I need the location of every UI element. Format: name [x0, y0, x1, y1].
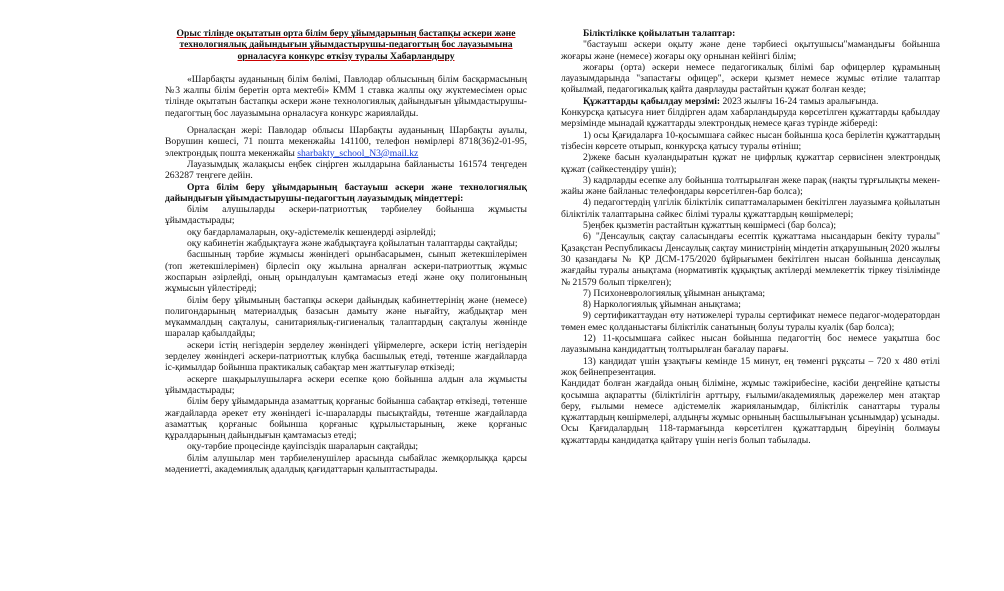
duties-heading: Орта білім беру ұйымдарының бастауыш әскери және технологиялық дайындығын ұйымдастырушы-педагогтың лауазымдық міндеттері: [165, 181, 527, 204]
duty-item: білім беру ұйымының бастапқы әскери дайындық кабинеттерінің және (немесе) полигондарының материалдық базасын дамыту және нығайту, жабдықтар мен мүкаммалдың сақталуы, санитариялық-гигиеналық талаптардың сақталуы жөнінде шаралар қабылдайды; [165, 294, 527, 340]
qualification-heading: Біліктілікке қойылатын талаптар: [583, 28, 736, 39]
document-item: 6) "Денсаулық сақтау саласындағы есептік құжаттама нысандарын бекіту туралы" Қазақстан Республикасы Денсаулық сақтау министрінің міндетін атқарушының 2020 жылғы 30 қазандағы № ҚР ДСМ-175/2020 бұйрығымен бекітілген нысан бойынша денсаулық жағдайы туралы анықтама (нормативтік құқықтық актілерді мемлекеттік тіркеу тізілімінде № 21579 болып тіркелген); [561, 231, 940, 288]
document-item: 9) сертификаттаудан өту нәтижелері туралы сертификат немесе педагог-модератордан төмен емес қолданыстағы біліктілік санатының болуы туралы куәлік (бар болса); [561, 310, 940, 333]
duty-item: оқу бағдарламаларын, оқу-әдістемелік кешендерді әзірлейді; [187, 226, 436, 238]
intro-paragraph: «Шарбақты ауданының білім бөлімі, Павлодар облысының білім басқармасының №3 жалпы білім беретін орта мектебі» КММ 1 ставка жалпы оқу жүктемесімен орыс тілінде оқытатын бастапқы әскери және технологиялық дайындығын ұйымдастырушы-педагогтың бос лауазымына орналасуға конкурс жариялайды. [165, 73, 527, 119]
qualification-item: "бастауыш әскери оқыту және дене тәрбиесі оқытушысы"мамандығы бойынша жоғары және (немесе) жоғары оқу орнынан кейінгі білім; [561, 39, 940, 62]
document-item: 4) педагогтердің үлгілік біліктілік сипаттамаларымен бекітілген лауазымға қойылатын біліктілік талаптарына сәйкес білімі туралы құжаттардың көшірмелері; [561, 197, 940, 220]
additional-info-paragraph: Кандидат болған жағдайда оның біліміне, жұмыс тәжірибесіне, кәсіби деңгейіне қатысты қосымша ақпаратты (біліктілігін арттыру, ғылыми/академиялық дәрежелер мен атақтар беру, ғылыми немесе әдістемелік жарияланымдар, біліктілік санаттары туралы құжаттардың көшірмелері, алдыңғы жұмыс орнының басшылығынан ұсынымдар) ұсынады. [561, 378, 940, 424]
document-item: 2)жеке басын куәландыратын құжат не цифрлық құжаттар сервисінен электрондық құжат (сәйкестендіру үшін); [561, 152, 940, 175]
duty-item: білім беру ұйымдарында азаматтық қорғаныс бойынша сабақтар өткізеді, төтенше жағдайларда әрекет ету жөніндегі іс-шараларды пысықтайды, төтенше жағдайларда азаматтық қорғаныс бойынша қорғаныс құрылыстарының, жеке қорғаныс құралдарының дайындығын қамтамасыз етеді; [165, 396, 527, 442]
final-paragraph: Осы Қағидалардың 118-тармағында көрсетілген құжаттардың біреуінің болмауы құжаттарды кандидатқа қайтару үшін негіз болып табылады. [561, 423, 940, 446]
document-item: 8) Наркологиялық ұйымнан анықтама; [583, 299, 741, 311]
qualification-item: жоғары (орта) әскери немесе педагогикалық білімі бар офицерлер құрамының лауазымдарында "запастағы офицер", әскери қызмет немесе жұмыс өтілие талаптар қойылмай, педагогикалық қайта даярлауды растайтын құжат болған кезде; [561, 61, 940, 96]
documents-deadline-dates: 2023 жылғы 16-24 тамыз аралығында. [722, 95, 879, 107]
left-column [165, 28, 527, 475]
duty-item: білім алушылар мен тәрбиеленушілер арасында сыбайлас жемқорлыққа қарсы мәдениетті, академиялық адалдық қағидаттарын қалыптастырады. [165, 452, 527, 475]
documents-deadline-label: Құжаттарды қабылдау мерзімі: [583, 95, 721, 107]
duty-item: басшының тәрбие жұмысы жөніндегі орынбасарымен, сынып жетекшілерімен (топ жетекшілерімен) бірлесіп оқу жылына арналған әскери-патриоттық жұмыс жоспарын әзірлейді, оның орындалуын қамтамасыз етеді және оқу полигонының жұмысын үйлестіреді; [165, 249, 527, 295]
document-item: 1) осы Қағидаларға 10-қосымшаға сәйкес нысан бойынша қоса берілетін құжаттардың тізбесін көрсете отырып, конкурсқа қатысу туралы өтініш; [561, 129, 940, 152]
duty-item: білім алушыларды әскери-патриоттық тәрбиелеу бойынша жұмысты ұйымдастырады; [165, 204, 527, 227]
document-item: 12) 11-қосымшаға сәйкес нысан бойынша педагогтің бос немесе уақытша бос лауазымына кандидаттың толтырылған бағалау парағы. [561, 333, 940, 356]
salary-paragraph: Лауазымдық жалақысы еңбек сіңірген жылдарына байланысты 161574 теңгеден 263287 теңгеге дейін. [165, 158, 527, 182]
documents-deadline [561, 96, 940, 107]
right-column [561, 28, 940, 446]
duty-item: әскери істің негіздерін зерделеу жөніндегі үйірмелерге, әскери істің негіздерін зерделеу жөніндегі әскери-патриоттық клубқа басшылық етеді, төтенше жағдайларда іс-қимылдар бойынша практикалық сабақтар мен жаттығулар өткізеді; [165, 339, 527, 374]
location-text: Орналасқан жері: Павлодар облысы Шарбақты ауданының Шарбақты ауылы, Ворушин көшесі, 71 пошта мекенжайы 141100, телефон нөмірлері 8718(36)2-01-95, электрондық пошта мекенжайы [165, 125, 527, 159]
location-paragraph [165, 125, 527, 159]
duty-item: оқу кабинетін жабдықтауға және жабдықтауға қойылатын талаптарды сақтайды; [187, 238, 518, 250]
email-link[interactable]: sharbakty_school_N3@mail.kz [297, 147, 419, 159]
duty-item: әскерге шақырылушыларға әскери есепке қою бойынша алдын ала жұмысты ұйымдастырады; [165, 373, 527, 396]
document-item: 13) кандидат үшін ұзақтығы кемінде 15 минут, ең төменгі рұқсаты – 720 х 480 өтілі жоқ бейнепрезентация. [561, 355, 940, 378]
duty-item: оқу-тәрбие процесінде қауіпсіздік шараларын сақтайды; [187, 441, 419, 453]
document-item: 3) кадрларды есепке алу бойынша толтырылған жеке парақ (нақты тұрғылықты мекен-жайы және байланыс телефондары көрсетілген-бар болса); [561, 174, 940, 198]
document-item: 7) Психоневрологиялық ұйымнан анықтама; [583, 287, 766, 299]
documents-intro: Конкурсқа қатысуға ниет білдірген адам хабарландыруда көрсетілген құжаттарды қабылдау мерзімінде мынадай құжаттарды электрондық немесе қағаз түрінде жібереді: [561, 107, 940, 130]
document-title: Орыс тілінде оқытатын орта білім беру ұйымдарының бастапқы әскери және технологиялық дайындығын ұйымдастырушы-педагогтың бос лауазымына орналасуға конкурс өткізу туралы Хабарландыру [176, 28, 516, 62]
document-item: 5)еңбек қызметін растайтын құжаттың көшірмесі (бар болса); [583, 220, 836, 232]
